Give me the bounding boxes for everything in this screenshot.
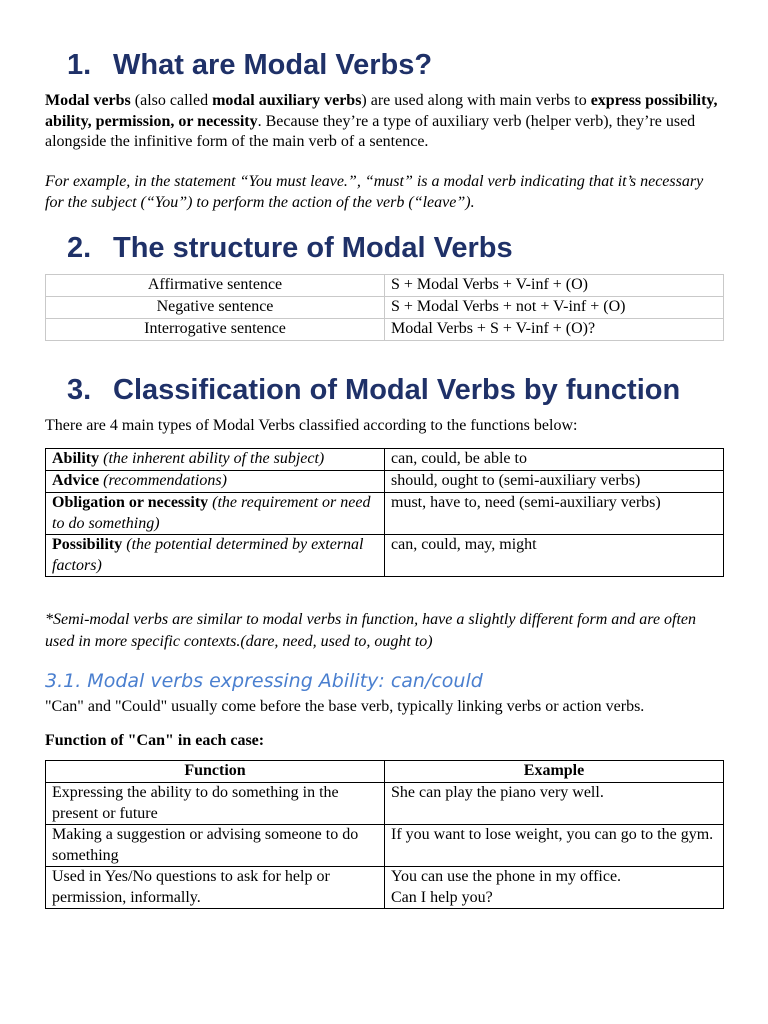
category-cell (46, 471, 385, 493)
table-row (46, 783, 724, 825)
sentence-type-cell: Affirmative sentence (46, 275, 385, 297)
table-row (46, 297, 724, 319)
section-1-title: What are Modal Verbs? (113, 49, 433, 81)
table-row (46, 825, 724, 867)
can-functions-table (45, 760, 724, 909)
section-3-title: Classification of Modal Verbs by function (113, 374, 681, 406)
table-row (46, 535, 724, 577)
function-cell: Making a suggestion or advising someone to do something (46, 825, 385, 867)
category-cell (46, 493, 385, 535)
modal-verbs-cell: can, could, be able to (385, 449, 724, 471)
section-1-heading (67, 48, 432, 82)
intro-run: express possibility, ability, permission, or necessity (45, 92, 718, 130)
category-desc: (the requirement or need to do something) (52, 494, 371, 532)
section-2-heading (67, 231, 513, 265)
formula-cell: S + Modal Verbs + V-inf + (O) (385, 275, 724, 297)
section-1-number: 1. (67, 49, 92, 81)
sentence-type-cell: Interrogative sentence (46, 319, 385, 341)
section-2-number: 2. (67, 232, 92, 264)
example-cell: If you want to lose weight, you can go to the gym. (385, 825, 724, 867)
category-name: Obligation or necessity (52, 494, 209, 511)
table-row (46, 319, 724, 341)
category-cell (46, 449, 385, 471)
section-1-intro (45, 91, 725, 153)
function-column-header: Function (46, 761, 385, 783)
section-3-heading (67, 373, 680, 407)
intro-run: . Because they’re a type of auxiliary verb (helper verb), they’re used alongside the infinitive form of the main verb of a sentence. (45, 112, 696, 150)
modal-verbs-cell: must, have to, need (semi-auxiliary verbs) (385, 493, 724, 535)
category-cell (46, 535, 385, 577)
intro-run: modal auxiliary verbs (212, 92, 362, 109)
example-cell: You can use the phone in my office. Can I help you? (385, 867, 724, 909)
intro-run: Modal verbs (45, 92, 131, 109)
section-1-example: For example, in the statement “You must leave.”, “must” is a modal verb indicating that it’s necessary for the subject (“You”) to perform the action of the verb (“leave”). (45, 173, 704, 211)
modal-verbs-cell: should, ought to (semi-auxiliary verbs) (385, 471, 724, 493)
category-desc: (the inherent ability of the subject) (99, 450, 325, 467)
section-3-intro: There are 4 main types of Modal Verbs classified according to the functions below: (45, 417, 578, 434)
can-functions-subheading: Function of "Can" in each case: (45, 732, 265, 749)
category-desc: (recommendations) (99, 472, 227, 489)
table-row (46, 471, 724, 493)
table-header-row (46, 761, 724, 783)
function-cell: Expressing the ability to do something in the present or future (46, 783, 385, 825)
semi-modal-note: *Semi-modal verbs are similar to modal verbs in function, have a slightly different form and are often used in more specific contexts.(dare, need, used to, ought to) (45, 611, 697, 650)
sentence-type-cell: Negative sentence (46, 297, 385, 319)
table-row (46, 493, 724, 535)
table-row (46, 275, 724, 297)
intro-run: (also called (130, 92, 213, 109)
section-3-number: 3. (67, 374, 92, 406)
example-column-header: Example (385, 761, 724, 783)
intro-run: ) are used along with main verbs to (361, 92, 591, 109)
section-3-1-heading: 3.1. Modal verbs expressing Ability: can/could (45, 670, 483, 692)
formula-cell: Modal Verbs + S + V-inf + (O)? (385, 319, 724, 341)
section-3-1-intro: "Can" and "Could" usually come before the base verb, typically linking verbs or action verbs. (45, 698, 645, 715)
function-cell: Used in Yes/No questions to ask for help or permission, informally. (46, 867, 385, 909)
classification-table (45, 448, 724, 577)
example-cell: She can play the piano very well. (385, 783, 724, 825)
table-row (46, 449, 724, 471)
category-name: Advice (52, 472, 100, 489)
table-row (46, 867, 724, 909)
modal-verbs-cell: can, could, may, might (385, 535, 724, 577)
section-2-title: The structure of Modal Verbs (113, 232, 513, 264)
structure-table (45, 274, 724, 341)
category-name: Ability (52, 450, 100, 467)
formula-cell: S + Modal Verbs + not + V-inf + (O) (385, 297, 724, 319)
category-name: Possibility (52, 536, 123, 553)
category-desc: (the potential determined by external factors) (52, 536, 364, 574)
